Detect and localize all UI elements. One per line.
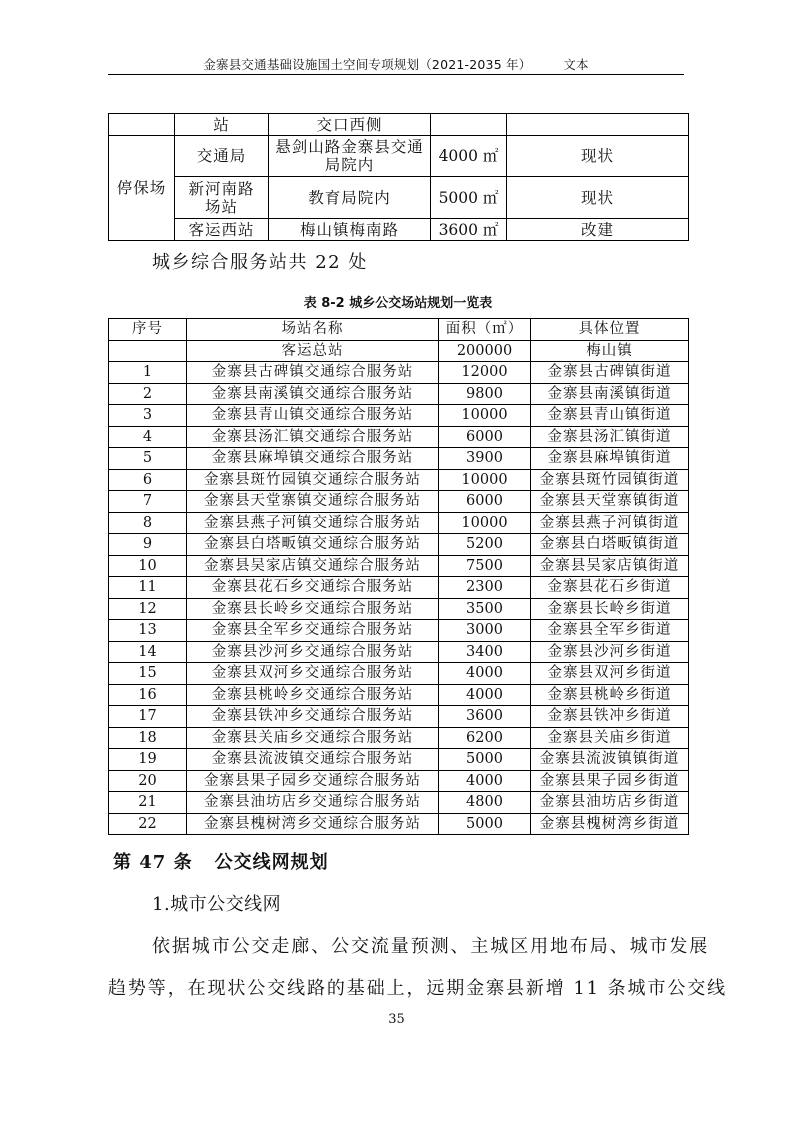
table-cell: 200000 bbox=[439, 340, 531, 362]
table-row bbox=[109, 792, 689, 814]
table-cell: 金寨县油坊店乡街道 bbox=[531, 792, 689, 814]
table-cell: 金寨县全军乡交通综合服务站 bbox=[187, 620, 439, 642]
table-cell: 16 bbox=[109, 684, 187, 706]
table-row bbox=[109, 620, 689, 642]
table-cell: 15 bbox=[109, 663, 187, 685]
table-row bbox=[109, 491, 689, 513]
table-caption: 表 8-2 城乡公交场站规划一览表 bbox=[303, 296, 493, 311]
table-cell: 金寨县关庙乡交通综合服务站 bbox=[187, 727, 439, 749]
table-row bbox=[109, 727, 689, 749]
table-cell: 新河南路场站 bbox=[175, 177, 269, 219]
table-cell: 13 bbox=[109, 620, 187, 642]
table-cell: 金寨县南溪镇街道 bbox=[531, 383, 689, 405]
column-header: 面积（㎡） bbox=[439, 319, 531, 341]
table-header-row bbox=[109, 319, 689, 341]
table-row bbox=[109, 813, 689, 835]
paragraph-line: 依据城市公交走廊、公交流量预测、主城区用地布局、城市发展 bbox=[152, 936, 710, 957]
summary-text: 城乡综合服务站共 22 处 bbox=[152, 252, 368, 273]
table-cell: 金寨县长岭乡街道 bbox=[531, 598, 689, 620]
table-cell: 5200 bbox=[439, 534, 531, 556]
table-row bbox=[109, 534, 689, 556]
table-cell: 3600 bbox=[439, 706, 531, 728]
page-header: 金寨县交通基础设施国土空间专项规划（2021-2035 年） 文本 bbox=[203, 57, 589, 72]
table-cell: 5000 bbox=[439, 749, 531, 771]
table-cell: 金寨县天堂寨镇街道 bbox=[531, 491, 689, 513]
table-cell: 5000 ㎡ bbox=[431, 177, 507, 219]
table-cell: 金寨县铁冲乡交通综合服务站 bbox=[187, 706, 439, 728]
table-cell: 金寨县燕子河镇交通综合服务站 bbox=[187, 512, 439, 534]
table-cell: 教育局院内 bbox=[269, 177, 431, 219]
table-cell: 交通局 bbox=[175, 136, 269, 177]
table-cell: 19 bbox=[109, 749, 187, 771]
table-cell: 3900 bbox=[439, 448, 531, 470]
table-cell: 14 bbox=[109, 641, 187, 663]
table-cell: 金寨县槐树湾乡交通综合服务站 bbox=[187, 813, 439, 835]
table-cell: 9800 bbox=[439, 383, 531, 405]
paragraph-line: 趋势等，在现状公交线路的基础上，远期金寨县新增 11 条城市公交线 bbox=[108, 978, 728, 999]
table-cell: 金寨县青山镇交通综合服务站 bbox=[187, 405, 439, 427]
table-cell: 悬剑山路金寨县交通局院内 bbox=[269, 136, 431, 177]
table-cell: 金寨县沙河乡街道 bbox=[531, 641, 689, 663]
table-row bbox=[109, 512, 689, 534]
page-number: 35 bbox=[388, 1012, 405, 1027]
table-cell: 9 bbox=[109, 534, 187, 556]
table-cell: 站 bbox=[175, 114, 269, 136]
table-cell: 现状 bbox=[507, 177, 689, 219]
table-cell: 金寨县长岭乡交通综合服务站 bbox=[187, 598, 439, 620]
table-row bbox=[109, 114, 689, 136]
table-cell: 6000 bbox=[439, 491, 531, 513]
article-number: 第 47 条 bbox=[113, 852, 193, 873]
table-cell: 金寨县古碑镇交通综合服务站 bbox=[187, 362, 439, 384]
table-cell: 现状 bbox=[507, 136, 689, 177]
table-cell: 18 bbox=[109, 727, 187, 749]
table-cell: 22 bbox=[109, 813, 187, 835]
table-cell: 3 bbox=[109, 405, 187, 427]
table-cell: 客运总站 bbox=[187, 340, 439, 362]
table-row bbox=[109, 469, 689, 491]
table-cell: 金寨县燕子河镇街道 bbox=[531, 512, 689, 534]
table-cell: 6000 bbox=[439, 426, 531, 448]
table-cell: 4000 bbox=[439, 684, 531, 706]
table-row bbox=[109, 555, 689, 577]
table-cell: 10000 bbox=[439, 512, 531, 534]
table-cell: 梅山镇 bbox=[531, 340, 689, 362]
table-cell: 金寨县汤汇镇街道 bbox=[531, 426, 689, 448]
table-cell: 7 bbox=[109, 491, 187, 513]
table-row bbox=[109, 383, 689, 405]
table-cell: 1 bbox=[109, 362, 187, 384]
table-cell: 交口西侧 bbox=[269, 114, 431, 136]
table-cell: 17 bbox=[109, 706, 187, 728]
table-cell: 10000 bbox=[439, 469, 531, 491]
table-cell: 金寨县花石乡交通综合服务站 bbox=[187, 577, 439, 599]
table-row bbox=[109, 641, 689, 663]
table-row bbox=[109, 219, 689, 241]
table-cell: 金寨县白塔畈镇交通综合服务站 bbox=[187, 534, 439, 556]
table-cell: 金寨县白塔畈镇街道 bbox=[531, 534, 689, 556]
table-cell: 金寨县流波镇镇街道 bbox=[531, 749, 689, 771]
table-row bbox=[109, 598, 689, 620]
table-cell: 客运西站 bbox=[175, 219, 269, 241]
article-title: 公交线网规划 bbox=[214, 852, 329, 873]
table-cell: 金寨县斑竹园镇街道 bbox=[531, 469, 689, 491]
table-cell: 金寨县桃岭乡街道 bbox=[531, 684, 689, 706]
table-cell: 金寨县天堂寨镇交通综合服务站 bbox=[187, 491, 439, 513]
table-row bbox=[109, 340, 689, 362]
table-cell: 4 bbox=[109, 426, 187, 448]
table-row bbox=[109, 448, 689, 470]
table-cell bbox=[431, 114, 507, 136]
station-table bbox=[108, 318, 689, 835]
table-cell: 金寨县关庙乡街道 bbox=[531, 727, 689, 749]
table-cell: 5 bbox=[109, 448, 187, 470]
table-cell: 5000 bbox=[439, 813, 531, 835]
table-cell: 12 bbox=[109, 598, 187, 620]
depot-table bbox=[108, 113, 689, 241]
column-header: 序号 bbox=[109, 319, 187, 341]
table-cell: 2 bbox=[109, 383, 187, 405]
article-heading bbox=[113, 848, 329, 874]
table-cell: 金寨县吴家店镇街道 bbox=[531, 555, 689, 577]
table-row bbox=[109, 706, 689, 728]
table-row bbox=[109, 426, 689, 448]
table-cell: 金寨县沙河乡交通综合服务站 bbox=[187, 641, 439, 663]
table-cell: 金寨县青山镇街道 bbox=[531, 405, 689, 427]
table-cell: 6 bbox=[109, 469, 187, 491]
table-cell: 金寨县双河乡交通综合服务站 bbox=[187, 663, 439, 685]
table-cell: 金寨县斑竹园镇交通综合服务站 bbox=[187, 469, 439, 491]
group-cell: 停保场 bbox=[109, 136, 175, 241]
table-cell: 10 bbox=[109, 555, 187, 577]
table-cell: 金寨县流波镇交通综合服务站 bbox=[187, 749, 439, 771]
table-cell: 3500 bbox=[439, 598, 531, 620]
table-cell: 金寨县汤汇镇交通综合服务站 bbox=[187, 426, 439, 448]
table-cell: 金寨县油坊店乡交通综合服务站 bbox=[187, 792, 439, 814]
table-cell: 6200 bbox=[439, 727, 531, 749]
table-cell: 3400 bbox=[439, 641, 531, 663]
table-cell: 3600 ㎡ bbox=[431, 219, 507, 241]
table-cell: 4000 ㎡ bbox=[431, 136, 507, 177]
table-cell: 10000 bbox=[439, 405, 531, 427]
table-cell: 20 bbox=[109, 770, 187, 792]
table-row bbox=[109, 749, 689, 771]
table-cell: 金寨县双河乡街道 bbox=[531, 663, 689, 685]
table-cell: 金寨县桃岭乡交通综合服务站 bbox=[187, 684, 439, 706]
table-cell: 4000 bbox=[439, 663, 531, 685]
table-cell bbox=[507, 114, 689, 136]
table-cell: 金寨县全军乡街道 bbox=[531, 620, 689, 642]
table-cell: 12000 bbox=[439, 362, 531, 384]
table-row bbox=[109, 663, 689, 685]
table-row bbox=[109, 177, 689, 219]
table-cell: 金寨县麻埠镇街道 bbox=[531, 448, 689, 470]
table-cell: 金寨县果子园乡街道 bbox=[531, 770, 689, 792]
table-cell: 4000 bbox=[439, 770, 531, 792]
table-cell: 金寨县槐树湾乡街道 bbox=[531, 813, 689, 835]
table-cell: 金寨县果子园乡交通综合服务站 bbox=[187, 770, 439, 792]
table-row bbox=[109, 577, 689, 599]
table-cell: 梅山镇梅南路 bbox=[269, 219, 431, 241]
table-cell: 金寨县古碑镇街道 bbox=[531, 362, 689, 384]
section-heading: 1.城市公交线网 bbox=[152, 894, 282, 915]
table-row bbox=[109, 362, 689, 384]
table-cell: 11 bbox=[109, 577, 187, 599]
table-cell: 3000 bbox=[439, 620, 531, 642]
station-table-body bbox=[109, 340, 689, 835]
column-header: 具体位置 bbox=[531, 319, 689, 341]
table-cell: 金寨县南溪镇交通综合服务站 bbox=[187, 383, 439, 405]
table-cell: 2300 bbox=[439, 577, 531, 599]
header-rule bbox=[108, 74, 684, 75]
column-header: 场站名称 bbox=[187, 319, 439, 341]
table-cell bbox=[109, 114, 175, 136]
table-cell bbox=[109, 340, 187, 362]
table-cell: 金寨县吴家店镇交通综合服务站 bbox=[187, 555, 439, 577]
table-cell: 金寨县铁冲乡街道 bbox=[531, 706, 689, 728]
table-cell: 7500 bbox=[439, 555, 531, 577]
table-cell: 金寨县花石乡街道 bbox=[531, 577, 689, 599]
table-cell: 金寨县麻埠镇交通综合服务站 bbox=[187, 448, 439, 470]
table-row bbox=[109, 405, 689, 427]
table-cell: 改建 bbox=[507, 219, 689, 241]
table-row bbox=[109, 684, 689, 706]
table-row bbox=[109, 136, 689, 177]
table-cell: 4800 bbox=[439, 792, 531, 814]
table-cell: 21 bbox=[109, 792, 187, 814]
table-cell: 8 bbox=[109, 512, 187, 534]
table-row bbox=[109, 770, 689, 792]
